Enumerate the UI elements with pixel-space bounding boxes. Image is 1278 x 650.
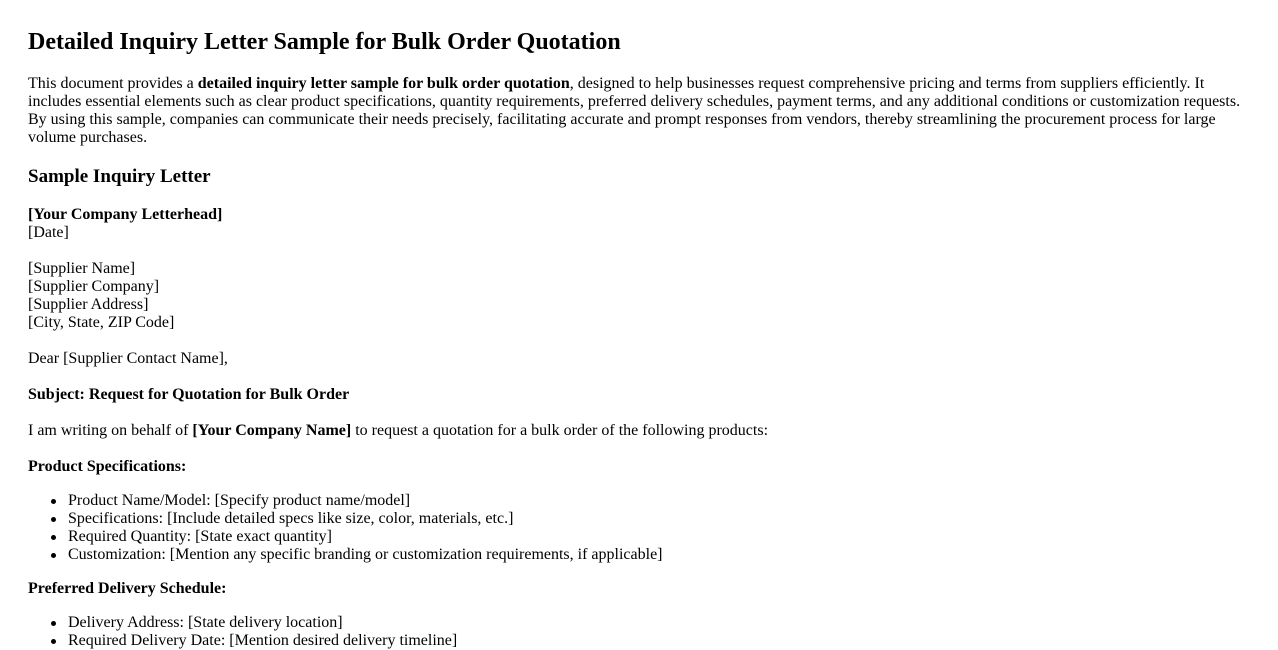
intro-paragraph	[28, 75, 1250, 147]
opening-paragraph	[28, 422, 768, 440]
intro-prefix: This document provides a	[28, 75, 198, 92]
intro-bold-phrase: detailed inquiry letter sample for bulk order quotation	[197, 75, 570, 92]
letterhead: [Your Company Letterhead]	[28, 206, 223, 223]
product-specifications-list	[28, 492, 663, 564]
section-heading: Sample Inquiry Letter	[28, 166, 211, 187]
list-item	[68, 632, 457, 650]
salutation: Dear [Supplier Contact Name],	[28, 350, 228, 367]
list-item-text: Product Name/Model: [Specify product name/model]	[68, 492, 411, 509]
bullet-icon	[51, 639, 56, 644]
bullet-icon	[51, 621, 56, 626]
list-item	[68, 528, 663, 546]
letter-subject: Subject: Request for Quotation for Bulk Order	[28, 386, 350, 403]
supplier-city-state-zip: [City, State, ZIP Code]	[28, 314, 175, 331]
bullet-icon	[51, 499, 56, 504]
supplier-address-block	[28, 260, 174, 332]
product-specifications-heading: Product Specifications:	[28, 458, 187, 475]
list-item-text: Customization: [Mention any specific branding or customization requirements, if applicable]	[68, 546, 663, 563]
supplier-company: [Supplier Company]	[28, 278, 160, 295]
opening-suffix: to request a quotation for a bulk order of the following products:	[351, 422, 769, 439]
bullet-icon	[51, 553, 56, 558]
intro-suffix: , designed to help businesses request comprehensive pricing and terms from suppliers efficiently. It includes essential elements such as clear product specifications, quantity requirements, preferred delivery schedules, payment terms, and any additional conditions or customization requests. By using this sample, companies can communicate their needs precisely, facilitating accurate and prompt responses from vendors, thereby streamlining the procurement process for large volume purchases.	[28, 75, 1241, 146]
supplier-name: [Supplier Name]	[28, 260, 136, 277]
list-item-text: Required Delivery Date: [Mention desired delivery timeline]	[68, 632, 458, 649]
company-name-placeholder: [Your Company Name]	[192, 422, 352, 439]
letterhead-block	[28, 206, 222, 242]
list-item	[68, 510, 663, 528]
opening-prefix: I am writing on behalf of	[28, 422, 193, 439]
list-item	[68, 614, 457, 632]
page-title: Detailed Inquiry Letter Sample for Bulk Order Quotation	[28, 29, 621, 55]
list-item-text: Delivery Address: [State delivery location]	[68, 614, 343, 631]
delivery-schedule-heading: Preferred Delivery Schedule:	[28, 580, 227, 597]
bullet-icon	[51, 535, 56, 540]
list-item	[68, 492, 663, 510]
bullet-icon	[51, 517, 56, 522]
letter-date: [Date]	[28, 224, 69, 241]
delivery-schedule-list	[28, 614, 457, 650]
list-item-text: Specifications: [Include detailed specs like size, color, materials, etc.]	[68, 510, 514, 527]
supplier-address: [Supplier Address]	[28, 296, 149, 313]
list-item-text: Required Quantity: [State exact quantity]	[68, 528, 332, 545]
list-item	[68, 546, 663, 564]
